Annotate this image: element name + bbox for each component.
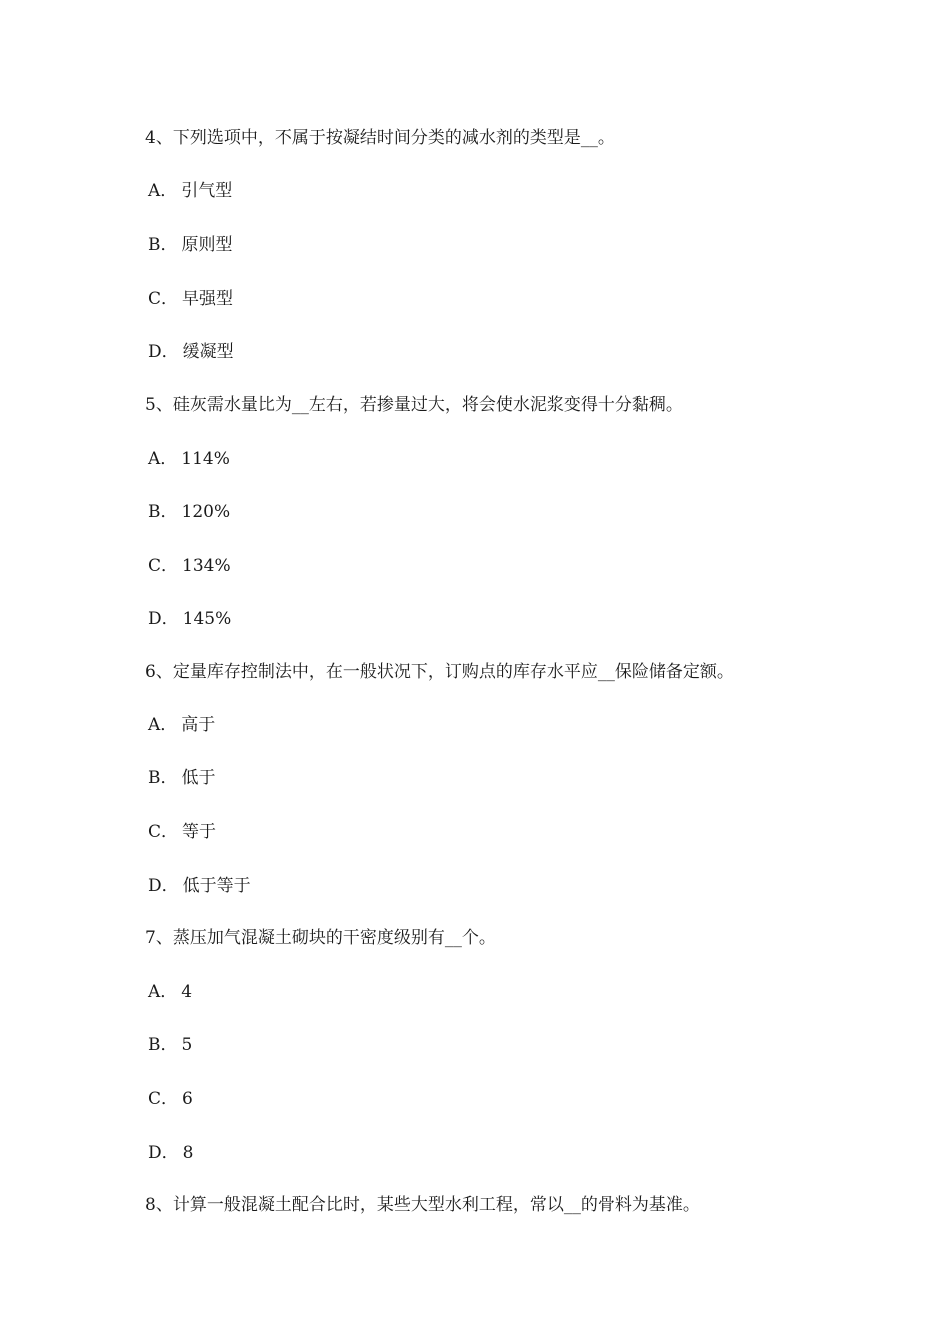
option-letter: B． — [148, 502, 178, 522]
option-text: 早强型 — [182, 289, 234, 309]
option-letter: C． — [148, 1089, 179, 1109]
option-letter: A． — [148, 715, 178, 735]
option-letter: C． — [148, 822, 179, 842]
option-letter: B． — [148, 1035, 178, 1055]
question-7-option-c — [148, 1088, 193, 1110]
option-letter: D． — [148, 342, 179, 362]
option-text: 低于 — [181, 768, 216, 788]
option-text: 原则型 — [181, 235, 233, 255]
question-8-stem: 8、计算一般混凝土配合比时，某些大型水利工程，常以__的骨料为基准。 — [145, 1195, 700, 1215]
question-5-option-c — [148, 555, 231, 577]
option-text: 缓凝型 — [182, 342, 234, 362]
question-4-option-d — [148, 341, 234, 363]
option-text: 5 — [181, 1035, 193, 1055]
question-5-stem: 5、硅灰需水量比为__左右，若掺量过大，将会使水泥浆变得十分黏稠。 — [145, 395, 683, 415]
question-6-option-b — [148, 767, 216, 789]
option-text: 145% — [182, 609, 232, 629]
option-text: 114% — [181, 449, 230, 469]
option-text: 4 — [181, 982, 193, 1002]
question-6-option-a — [148, 714, 215, 736]
option-text: 引气型 — [181, 181, 233, 201]
question-4-stem: 4、下列选项中，不属于按凝结时间分类的减水剂的类型是__。 — [145, 128, 615, 148]
question-5-option-d — [148, 608, 231, 630]
option-text: 8 — [182, 1143, 194, 1163]
question-7-stem: 7、蒸压加气混凝土砌块的干密度级别有__个。 — [145, 928, 496, 948]
option-text: 6 — [182, 1089, 193, 1109]
option-text: 等于 — [182, 822, 217, 842]
question-6-option-c — [148, 821, 216, 843]
question-7-option-d — [148, 1142, 193, 1164]
question-4-option-a — [148, 180, 232, 202]
option-letter: B． — [148, 768, 178, 788]
option-letter: A． — [148, 982, 178, 1002]
option-letter: C． — [148, 556, 179, 576]
question-4-option-b — [148, 234, 233, 256]
option-letter: B． — [148, 235, 178, 255]
option-letter: A． — [148, 449, 178, 469]
question-5-option-b — [148, 501, 230, 523]
question-7-option-a — [148, 981, 192, 1003]
question-7-option-b — [148, 1034, 192, 1056]
option-text: 低于等于 — [182, 876, 251, 896]
option-text: 134% — [182, 556, 231, 576]
option-letter: D． — [148, 876, 179, 896]
option-letter: D． — [148, 609, 179, 629]
option-letter: C． — [148, 289, 179, 309]
question-6-option-d — [148, 875, 251, 897]
question-6-stem: 6、定量库存控制法中，在一般状况下，订购点的库存水平应__保险储备定额。 — [145, 662, 734, 682]
option-text: 120% — [181, 502, 231, 522]
question-5-option-a — [148, 448, 230, 470]
option-letter: D． — [148, 1143, 179, 1163]
option-text: 高于 — [181, 715, 216, 735]
question-4-option-c — [148, 288, 233, 310]
option-letter: A． — [148, 181, 178, 201]
